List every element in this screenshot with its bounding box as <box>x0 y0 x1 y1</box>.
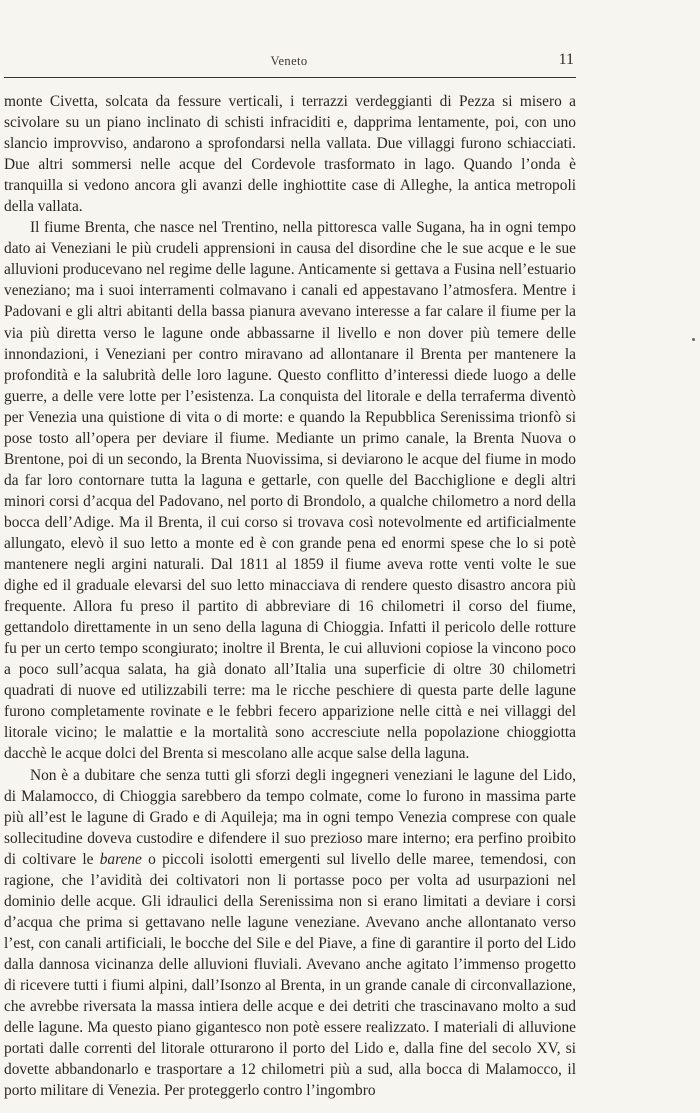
margin-dot <box>692 338 695 341</box>
paragraph-lagoon-defense <box>4 765 576 1102</box>
running-title: Veneto <box>270 54 308 68</box>
paragraph-text-after-italic: o piccoli isolotti emergenti sul livello delle maree, temendosi, con ragione, che l’avidità dei coltivatori non li portasse poco per volta ad usurpazioni nel dominio delle acque. Gli idraulici della Serenissima non si erano limitati a deviare i corsi d’acqua che prima si gettavano nelle lagune veneziane. Avevano anche allontanato verso l’est, con canali artificiali, le bocche del Sile e del Piave, a fine di garantire il porto del Lido dalla dannosa vicinanza delle alluvioni fluviali. Avevano anche agitato l’immenso progetto di ricevere tutti i fiumi alpini, dall’Isonzo al Brenta, in un grande canale di circonvallazione, che avrebbe riversata la massa intiera delle acque e dei detriti che trascinavano molto a sud delle lagune. Ma questo piano gigantesco non potè essere realizzato. I materiali di alluvione portati dalle correnti del litorale otturarono il porto del Lido e, dalla fine del secolo XV, si dovette abbandonarlo e trasportare a 12 chilometri più a sud, alla bocca di Malamocco, il porto militare di Venezia. Per proteggerlo contro l’ingombro <box>4 850 577 1100</box>
paragraph-brenta: Il fiume Brenta, che nasce nel Trentino, nella pittoresca valle Sugana, ha in ogni tempo dato ai Veneziani le più crudeli apprensioni in causa del disordine che le sue acque e le sue alluvioni producevano nel regime delle lagune. Anticamente si gettava a Fusina nell’estuario veneziano; ma i suoi interramenti colmavano i canali ed appestavano l’atmosfera. Mentre i Padovani e gli altri abitanti della bassa pianura avevano interesse a far calare il fiume per la via più diretta verso le lagune onde abbassarne il livello e non dover più temere delle innondazioni, i Veneziani per contro miravano ad allontanare il Brenta per mantenere la profondità e la salubrità delle loro lagune. Questo conflitto d’interessi diede luogo a delle guerre, a delle vere lotte per l’esistenza. La conquista del litorale e della terraferma diventò per Venezia una quistione di vita o di morte: e quando la Repubblica Serenissima trionfò si pose tosto all’opera per deviare il fiume. Mediante un primo canale, la Brenta Nuova o Brentone, poi di un secondo, la Brenta Nuovissima, si deviarono le acque del fiume in modo da far loro contornare tutta la laguna e gettarle, con quelle del Bacchiglione e degli altri minori corsi d’acqua del Padovano, nel porto di Brondolo, a qualche chilometro a nord della bocca dell’Adige. Ma il Brenta, il cui corso si trovava così notevolmente ed artificialmente allungato, elevò il suo letto a monte ed è con grande pena ed enormi spese che lo si potè mantenere negli argini naturali. Dal 1811 al 1859 il fiume aveva rotte venti volte le sue dighe ed il graduale elevarsi del suo letto minacciava di rendere questo disastro ancora più frequente. Allora fu preso il partito di abbreviare di 16 chilometri il corso del fiume, gettandolo direttamente in un seno della laguna di Chioggia. Infatti il pericolo delle rotture fu per un certo tempo scongiurato; inoltre il Brenta, le cui alluvioni copiose la vincono poco a poco sull’acqua salata, ha già donato all’Italia una superficie di oltre 30 chilometri quadrati di nuove ed utilizzabili terre: ma le ricche peschiere di questa parte delle lagune furono completamente rovinate e le febbri fecero apparizione nelle città e nei villaggi del litorale vicino; le malattie e la mortalità sono accresciute nella popolazione chioggiotta dacchè le acque dolci del Brenta si mescolano alle acque salse della laguna. <box>4 219 576 763</box>
page-number: 11 <box>558 51 574 68</box>
header-rule <box>4 77 576 78</box>
paragraph-text-before-italic: Non è a dubitare che senza tutti gli sforzi degli ingegneri veneziani le lagune del Lido, di Malamocco, di Chioggia sarebbero da tempo colmate, come lo furono in massima parte più all’est le lagune di Grado e di Aquileja; ma in ogni tempo Venezia comprese con quale sollecitudine doveva custodire e difendere il suo prezioso mare interno; era perfino proibito di coltivare le <box>4 766 576 868</box>
page-header <box>4 52 574 76</box>
paragraph-continuation: monte Civetta, solcata da fessure verticali, i terrazzi verdeggianti di Pezza si misero a scivolare su un piano inclinato di schisti infraciditi e, dapprima lentamente, poi, con uno slancio improvviso, andarono a sprofondarsi nella vallata. Due villaggi furono schiacciati. Due altri sommersi nelle acque del Cordevole trasformato in lago. Quando l’onda è tranquilla si vedono ancora gli avanzi delle inghiottite case di Alleghe, la antica metropoli della vallata. <box>4 93 576 216</box>
italic-term-barene: barene <box>99 850 142 868</box>
body-text <box>4 91 576 1101</box>
